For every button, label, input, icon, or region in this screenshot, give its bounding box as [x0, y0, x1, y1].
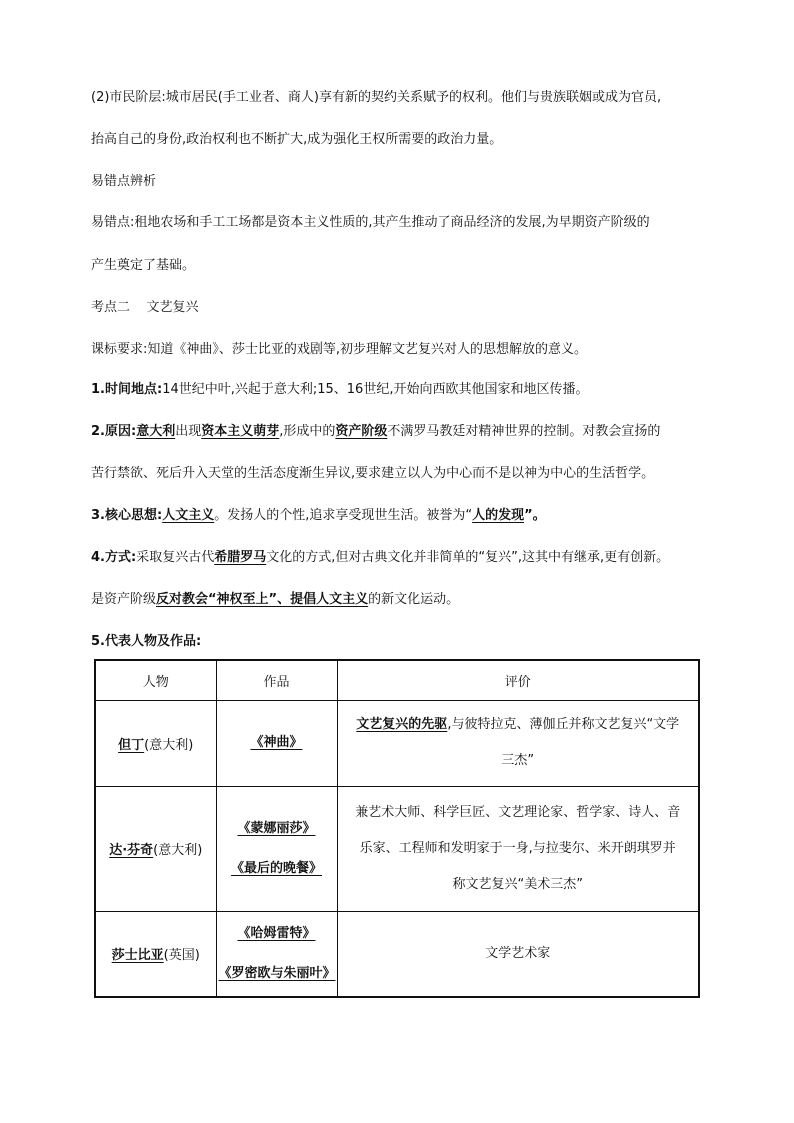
point-1-time-place — [91, 380, 588, 400]
point-2-causes-line-1 — [91, 422, 660, 442]
evaluation-text: 乐家、工程师和发明家于一身,与拉斐尔、米开朗琪罗并 — [359, 840, 676, 856]
works-cell — [216, 786, 337, 911]
point-4-text: 的新文化运动。 — [368, 592, 460, 607]
point-4-method-line-1 — [91, 548, 669, 568]
person-country: (意大利) — [153, 843, 203, 858]
work-title: 《最后的晚餐》 — [230, 860, 322, 876]
work-title: 《罗密欧与朱丽叶》 — [218, 965, 336, 981]
keyword-capitalism-sprouts: 资本主义萌芽 — [201, 424, 280, 439]
evaluation-cell — [337, 786, 699, 911]
evaluation-cell: 文学艺术家 — [337, 911, 699, 997]
point-5-heading: 5.代表人物及作品: — [91, 634, 202, 649]
person-cell — [95, 700, 216, 786]
table-row — [95, 700, 699, 786]
representatives-table — [94, 659, 700, 998]
point-2-causes-line-2: 苦行禁欲、死后升入天堂的生活态度渐生异议,要求建立以人为中心而不是以神为中心的生活哲学。 — [91, 466, 655, 481]
section-title: 考点二 文艺复兴 — [91, 300, 199, 315]
keyword-humanism: 人文主义 — [162, 508, 215, 523]
error-paragraph-line-1: 易错点:租地农场和手工工场都是资本主义性质的,其产生推动了商品经济的发展,为早期资产阶级的 — [91, 215, 650, 230]
person-cell — [95, 911, 216, 997]
person-country: (意大利) — [144, 737, 194, 753]
burgher-paragraph-line-2: 抬高自己的身份,政治权利也不断扩大,成为强化王权所需要的政治力量。 — [91, 132, 503, 147]
works-cell — [216, 700, 337, 786]
error-paragraph-line-2: 产生奠定了基础。 — [91, 258, 196, 273]
person-name: 达·芬奇 — [109, 843, 154, 858]
evaluation-cell — [337, 700, 699, 786]
point-2-text: 出现 — [175, 424, 202, 439]
keyword-oppose-theocracy: 反对教会“神权至上”、提倡人文主义 — [156, 592, 369, 607]
evaluation-text: 兼艺术大师、科学巨匠、文艺理论家、哲学家、诗人、音 — [355, 804, 681, 820]
person-country: (英国) — [163, 948, 200, 964]
point-3-label: 3.核心思想: — [91, 508, 163, 523]
keyword-bourgeoisie: 资产阶级 — [335, 424, 388, 439]
point-1-text: 14世纪中叶,兴起于意大利;15、16世纪,开始向西欧其他国家和地区传播。 — [162, 382, 589, 397]
point-3-core-idea — [91, 506, 546, 526]
point-4-text: 文化的方式,但对古典文化并非简单的“复兴”,这其中有继承,更有创新。 — [266, 550, 670, 565]
header-person: 人物 — [95, 660, 216, 700]
person-name: 莎士比亚 — [111, 948, 164, 964]
evaluation-text: 三杰” — [501, 753, 535, 768]
point-3-text: 。发扬人的个性,追求享受现世生活。被誉为“ — [214, 508, 473, 523]
person-name: 但丁 — [118, 737, 145, 753]
point-2-text: ,形成中的 — [279, 424, 336, 439]
work-title: 《神曲》 — [250, 735, 303, 750]
evaluation-keyword: 文艺复兴的先驱 — [356, 717, 448, 732]
point-2-label: 2.原因: — [91, 424, 137, 439]
work-title: 《哈姆雷特》 — [237, 925, 316, 941]
error-analysis-heading: 易错点辨析 — [91, 174, 157, 189]
burgher-paragraph-line-1: (2)市民阶层:城市居民(手工业者、商人)享有新的契约关系赋予的权利。他们与贵族联姻或成为官员, — [91, 90, 662, 105]
person-cell — [95, 786, 216, 911]
keyword-discovery-of-man: 人的发现 — [472, 508, 525, 523]
evaluation-text: ,与彼特拉克、薄伽丘并称文艺复兴“文学 — [447, 717, 680, 732]
keyword-greece-rome: 希腊罗马 — [214, 550, 267, 565]
keyword-italy: 意大利 — [136, 424, 176, 439]
point-4-method-line-2 — [91, 590, 459, 610]
point-1-label: 1.时间地点: — [91, 382, 163, 397]
point-4-label: 4.方式: — [91, 550, 137, 565]
point-2-text: 不满罗马教廷对精神世界的控制。对教会宣扬的 — [387, 424, 661, 439]
header-evaluation: 评价 — [337, 660, 699, 700]
header-works: 作品 — [216, 660, 337, 700]
works-cell — [216, 911, 337, 997]
table-header-row — [95, 660, 699, 700]
point-3-text: ”。 — [524, 508, 546, 523]
point-4-text: 是资产阶级 — [91, 592, 157, 607]
table-row — [95, 911, 699, 997]
point-4-text: 采取复兴古代 — [136, 550, 215, 565]
curriculum-requirement: 课标要求:知道《神曲》、莎士比亚的戏剧等,初步理解文艺复兴对人的思想解放的意义。 — [91, 342, 588, 357]
work-title: 《蒙娜丽莎》 — [237, 820, 316, 836]
table-row — [95, 786, 699, 911]
evaluation-text: 称文艺复兴“美术三杰” — [452, 876, 583, 892]
